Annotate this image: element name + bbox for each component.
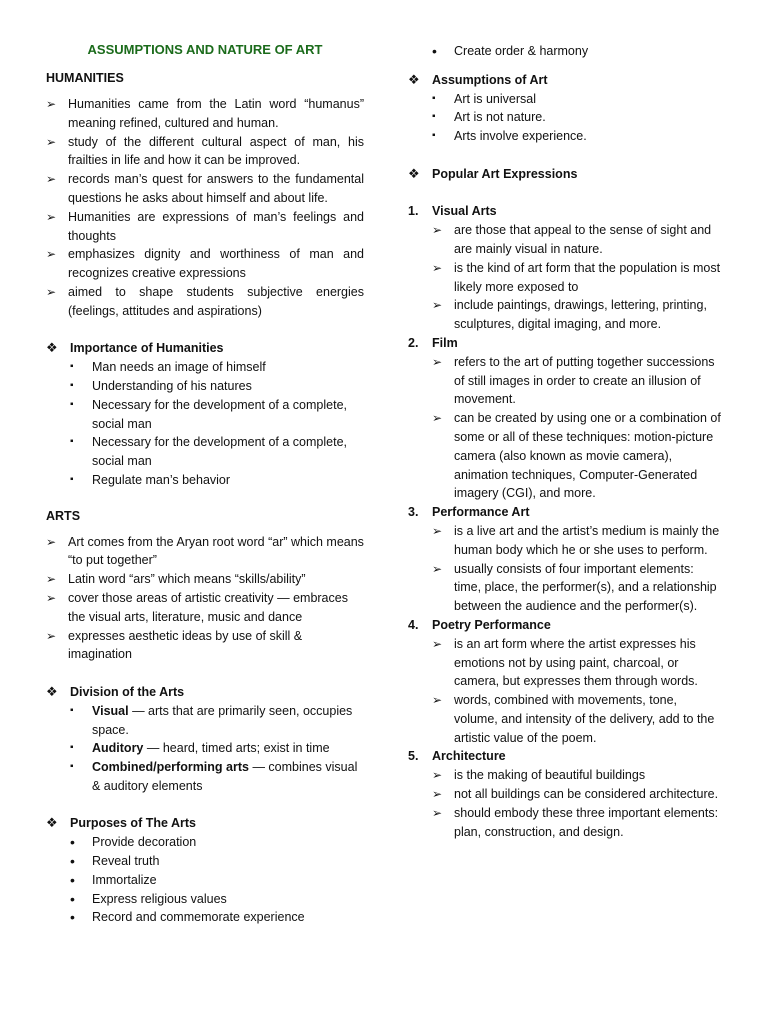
arts-item: ➢ Art comes from the Aryan root word “ar” which means “to put together” [46, 534, 364, 568]
section-visual-arts: 1. Visual Arts [408, 204, 497, 219]
arts-heading: ARTS [46, 508, 81, 523]
importance-item: ▪ Regulate man’s behavior [46, 471, 364, 490]
arrow-icon: ➢ [432, 223, 443, 238]
popular-sections [408, 202, 722, 841]
square-bullet-icon: ▪ [70, 473, 74, 485]
square-bullet-icon: ▪ [70, 761, 74, 773]
purpose-item: • Create order & harmony [432, 43, 589, 59]
arrow-icon: ➢ [46, 134, 57, 149]
assumption-item: ▪ Arts involve experience. [408, 127, 722, 146]
arrow-icon: ➢ [432, 354, 443, 369]
importance-item: ▪ Necessary for the development of a complete, social man [70, 435, 347, 469]
section-item: ➢ can be created by using one or a combination of some or all of these techniques: motion-picture camera (also known as movie camera), animation techniques, Computer-Generated imagery (CGI), and more. [432, 411, 721, 501]
section-item: ➢ include paintings, drawings, lettering, printing, sculptures, digital imaging, and more. [432, 298, 707, 332]
assumption-item: ▪ Art is universal [408, 90, 722, 109]
section-item: ➢ is the making of beautiful buildings [408, 766, 722, 785]
bullet-icon: • [432, 43, 437, 59]
assumptions-heading: ❖ Assumptions of Art [408, 71, 722, 90]
humanities-heading: HUMANITIES [46, 71, 124, 85]
importance-item: ▪ Necessary for the development of a complete, social man [70, 397, 347, 431]
arrow-icon: ➢ [432, 805, 443, 820]
section-item: ➢ words, combined with movements, tone, volume, and intensity of the delivery, add to the artistic value of the poem. [432, 693, 715, 745]
division-item: ▪ Auditory — heard, timed arts; exist in time [46, 739, 364, 758]
importance-item: ▪ Understanding of his natures [46, 377, 364, 396]
arrow-icon: ➢ [432, 787, 443, 802]
purpose-item: • Immortalize [70, 871, 157, 888]
section-poetry-performance: 4. Poetry Performance [408, 617, 551, 632]
importance-list [46, 358, 364, 490]
arrow-icon: ➢ [46, 534, 57, 549]
arrow-icon: ➢ [432, 411, 443, 426]
humanities-item: ➢ emphasizes dignity and worthiness of man and recognizes creative expressions [46, 247, 364, 281]
square-bullet-icon: ▪ [70, 361, 74, 373]
section-item: ➢ is an art form where the artist expresses his emotions not by using paint, charcoal, or camera, but expresses them through words. [432, 636, 698, 689]
section-item: ➢ not all buildings can be considered architecture. [408, 785, 722, 804]
arrow-icon: ➢ [432, 768, 443, 783]
square-bullet-icon: ▪ [70, 379, 74, 391]
arrow-icon: ➢ [432, 523, 443, 538]
arrow-icon: ➢ [46, 247, 57, 262]
diamond-icon: ❖ [46, 815, 58, 831]
section-architecture: 5. Architecture [408, 749, 506, 764]
bullet-icon: • [70, 890, 75, 907]
purpose-item: • Reveal truth [70, 853, 160, 870]
square-bullet-icon: ▪ [70, 742, 74, 754]
arts-item: ➢ cover those areas of artistic creativity — embraces the visual arts, literature, music and dance [46, 590, 348, 624]
arrow-icon: ➢ [432, 693, 443, 708]
arrow-icon: ➢ [432, 298, 443, 313]
arrow-icon: ➢ [46, 97, 57, 111]
section-item: ➢ is a live art and the artist’s medium is mainly the human body which he or she uses to perform. [432, 523, 720, 557]
importance-heading: ❖ Importance of Humanities [46, 339, 364, 358]
section-item: ➢ are those that appeal to the sense of sight and are mainly visual in nature. [432, 223, 712, 256]
section-film: 2. Film [408, 335, 458, 350]
left-column [46, 42, 364, 927]
humanities-item: ➢ Humanities are expressions of man’s feelings and thoughts [46, 209, 364, 243]
purposes-heading: ❖ Purposes of The Arts [46, 814, 364, 833]
humanities-item: ➢ records man’s quest for answers to the fundamental questions he asks about himself and about life. [46, 172, 364, 205]
section-item: ➢ refers to the art of putting together successions of still images in order to create an illusion of movement. [432, 354, 715, 407]
diamond-icon: ❖ [408, 165, 420, 181]
arrow-icon: ➢ [432, 636, 443, 651]
arrow-icon: ➢ [46, 172, 57, 187]
arrow-icon: ➢ [46, 628, 57, 643]
purposes-list [46, 833, 364, 927]
diamond-icon: ❖ [408, 71, 420, 87]
purpose-item: • Express religious values [70, 890, 227, 907]
arrow-icon: ➢ [46, 284, 57, 299]
arts-item: ➢ Latin word “ars” which means “skills/ability” [46, 570, 364, 589]
square-bullet-icon: ▪ [70, 398, 74, 410]
diamond-icon: ❖ [46, 340, 58, 356]
square-bullet-icon: ▪ [432, 130, 436, 142]
square-bullet-icon: ▪ [432, 111, 436, 123]
assumption-item: ▪ Art is not nature. [408, 108, 722, 127]
humanities-item: ➢ aimed to shape students subjective energies (feelings, attitudes and aspirations) [46, 284, 364, 318]
arrow-icon: ➢ [432, 260, 443, 275]
section-item: ➢ is the kind of art form that the population is most likely more exposed to [432, 260, 721, 294]
humanities-list [46, 95, 364, 321]
humanities-item: ➢ Humanities came from the Latin word “humanus” meaning refined, cultured and human. [46, 97, 364, 130]
bullet-icon: • [70, 909, 75, 926]
bullet-icon: • [70, 834, 75, 851]
division-heading: ❖ Division of the Arts [46, 683, 364, 702]
arts-item: ➢ expresses aesthetic ideas by use of skill & imagination [46, 628, 303, 662]
arrow-icon: ➢ [46, 572, 57, 587]
division-item: ▪ Combined/performing arts — combines visual & auditory elements [70, 760, 358, 793]
assumptions-list [408, 90, 722, 146]
bullet-icon: • [70, 853, 75, 870]
square-bullet-icon: ▪ [432, 92, 436, 104]
purpose-item: • Provide decoration [70, 834, 197, 851]
popular-heading: ❖ Popular Art Expressions [408, 165, 722, 184]
section-item: ➢ usually consists of four important elements: time, place, the performer(s), and a relationship between the audience and the performer(s). [432, 561, 717, 614]
bullet-icon: • [70, 871, 75, 888]
arrow-icon: ➢ [46, 209, 57, 224]
square-bullet-icon: ▪ [70, 704, 74, 716]
division-list [46, 702, 364, 796]
section-performance-art: 3. Performance Art [408, 505, 530, 520]
purpose-item: • Record and commemorate experience [70, 909, 305, 926]
importance-item: ▪ Man needs an image of himself [46, 358, 364, 377]
arrow-icon: ➢ [46, 590, 57, 605]
section-item: ➢ should embody these three important elements: plan, construction, and design. [432, 805, 719, 839]
arts-list [46, 533, 364, 665]
humanities-item: ➢ study of the different cultural aspect of man, his frailties in life and how it can be improved. [46, 134, 364, 168]
square-bullet-icon: ▪ [70, 436, 74, 448]
diamond-icon: ❖ [46, 683, 58, 699]
right-column [408, 42, 722, 841]
division-item: ▪ Visual — arts that are primarily seen, occupies space. [70, 703, 353, 737]
page-title: ASSUMPTIONS AND NATURE OF ART [87, 42, 323, 57]
arrow-icon: ➢ [432, 561, 443, 576]
